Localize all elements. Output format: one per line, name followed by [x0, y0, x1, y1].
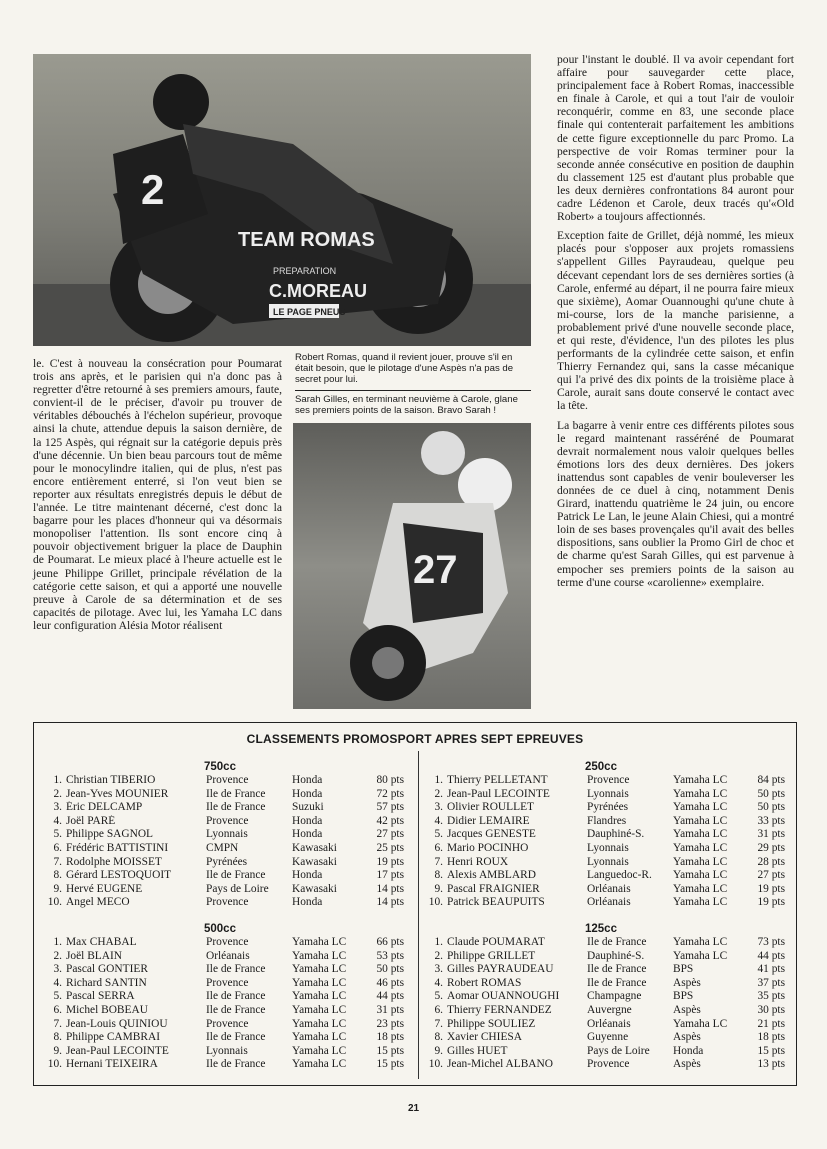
points: 14 pts — [376, 896, 404, 909]
paragraph: Exception faite de Grillet, déjà nommé, les mieux placés pour s'opposer aux projets romassiens s'appellent Gilles Payraudeau, quelque peu décevant cependant lors de ses dernières sorties (à Carole, enfermé au départ, il ne pourra faire mieux que sixième), Aomar Ouannoughi qu'une chute à mi-course, lors de la manche parisienne, a probablement privé d'une nouvelle seconde place, et qui reste, d'évidence, l'un des pilotes les plus performants de la cylindrée cette saison, et enfin Thierry Fernandez qui, sans la casse mécanique qui l'a privé des dix points de la troisième place à Carole, aurait sans doute conservé le contact avec la tête. — [557, 229, 794, 413]
make: Honda — [292, 774, 323, 786]
rider-name: Jean-Paul LECOINTE — [66, 1044, 169, 1057]
rank: 9. — [53, 1044, 62, 1057]
make: Yamaha LC — [673, 949, 728, 962]
points: 25 pts — [376, 841, 404, 854]
region: Orléanais — [587, 896, 631, 909]
points: 31 pts — [376, 1003, 404, 1016]
rider-name: Xavier CHIESA — [447, 1031, 522, 1044]
make: Honda — [292, 896, 323, 909]
make: Aspès — [673, 1003, 701, 1016]
table-row — [425, 883, 785, 897]
rider-name: Michel BOBEAU — [66, 1003, 148, 1016]
table-row — [44, 1018, 404, 1032]
table-row — [44, 1045, 404, 1059]
rank: 2. — [434, 787, 443, 800]
region: Ile de France — [206, 869, 266, 882]
table-row — [425, 896, 785, 910]
rank: 3. — [434, 801, 443, 814]
make: Yamaha LC — [673, 801, 728, 814]
table-row — [425, 815, 785, 829]
table-row — [44, 801, 404, 815]
rank: 5. — [434, 990, 443, 1003]
rank: 1. — [53, 936, 62, 948]
points: 17 pts — [376, 869, 404, 882]
rider-name: Joël BLAIN — [66, 949, 122, 962]
rank: 2. — [434, 949, 443, 962]
make: Yamaha LC — [673, 869, 728, 882]
fairing-text: TEAM ROMAS — [238, 229, 375, 251]
region: Lyonnais — [206, 1044, 248, 1057]
region: CMPN — [206, 841, 239, 854]
region: Provence — [206, 936, 249, 948]
points: 15 pts — [376, 1044, 404, 1057]
rider-name: Hervé EUGENE — [66, 882, 143, 895]
region: Ile de France — [206, 1031, 266, 1044]
sponsor-text: LE PAGE PNEUS — [273, 307, 346, 317]
make: Honda — [292, 814, 323, 827]
table-row — [425, 1031, 785, 1045]
region: Lyonnais — [587, 841, 629, 854]
make: Yamaha LC — [673, 855, 728, 868]
rank: 6. — [53, 1003, 62, 1016]
region: Provence — [206, 976, 249, 989]
rider-name: Thierry FERNANDEZ — [447, 1003, 552, 1016]
rider-name: Alexis AMBLARD — [447, 869, 536, 882]
rider-name: Jean-Michel ALBANO — [447, 1058, 553, 1071]
rider-name: Didier LEMAIRE — [447, 814, 530, 827]
make: Yamaha LC — [292, 1017, 347, 1030]
rank: 3. — [434, 963, 443, 976]
rank: 9. — [434, 1044, 443, 1057]
points: 33 pts — [757, 814, 785, 827]
category-title: 750cc — [204, 761, 236, 773]
paragraph: La bagarre à venir entre ces différents pilotes sous le regard maintenant rasséréné de Poumarat devrait normalement nous valoir quelques belles émotions lors des deux dernières. Des jokers inattendus sont capables de venir bouleverser les données de ce duel à cinq, notamment Denis Girard, inattendu quatrième le 24 juin, ou encore Patrick Le Lan, le jeune Alain Chiesi, qui a montré loin de ses bases provençales qu'il avait des belles dispositions, sans oublier la Promo Girl de choc et de charme qu'est Sarah Gilles, qui est parvenue à empocher ses premiers points de la saison au terme d'une course «carolienne» exemplaire. — [557, 418, 794, 589]
photo-romas — [33, 54, 531, 346]
region: Lyonnais — [206, 828, 248, 841]
points: 15 pts — [757, 1044, 785, 1057]
region: Pays de Loire — [206, 882, 269, 895]
region: Ile de France — [206, 1058, 266, 1071]
points: 72 pts — [376, 787, 404, 800]
table-row — [425, 1018, 785, 1032]
make: Honda — [673, 1044, 704, 1057]
rider-name: Angel MECO — [66, 896, 130, 909]
points: 15 pts — [376, 1058, 404, 1071]
table-row — [425, 856, 785, 870]
rank: 7. — [53, 855, 62, 868]
region: Auvergne — [587, 1003, 632, 1016]
make: Aspès — [673, 976, 701, 989]
caption-divider — [295, 390, 531, 391]
rider-name: Olivier ROULLET — [447, 801, 534, 814]
table-row — [425, 977, 785, 991]
make: Yamaha LC — [673, 814, 728, 827]
rank: 7. — [434, 855, 443, 868]
table-row — [425, 963, 785, 977]
table-row — [44, 977, 404, 991]
points: 13 pts — [757, 1058, 785, 1071]
make: Yamaha LC — [673, 841, 728, 854]
rider-name: Jean-Louis QUINIOU — [66, 1017, 168, 1030]
points: 35 pts — [757, 990, 785, 1003]
make: Suzuki — [292, 801, 324, 814]
rank: 2. — [53, 949, 62, 962]
rider-name: Mario POCINHO — [447, 841, 529, 854]
make: Honda — [292, 787, 323, 800]
region: Provence — [206, 1017, 249, 1030]
rank: 10. — [428, 896, 443, 909]
standings-750cc — [44, 761, 404, 910]
standings-125cc — [425, 923, 785, 1072]
table-row — [425, 842, 785, 856]
points: 53 pts — [376, 949, 404, 962]
make: Yamaha LC — [292, 1058, 347, 1071]
points: 19 pts — [757, 896, 785, 909]
rider-name: Philippe SOULIEZ — [447, 1017, 536, 1030]
table-row — [44, 774, 404, 788]
rider-name: Jean-Yves MOUNIER — [66, 787, 169, 800]
points: 84 pts — [757, 774, 785, 786]
region: Orléanais — [206, 949, 250, 962]
rider-name: Henri ROUX — [447, 855, 509, 868]
table-row — [44, 788, 404, 802]
rider-name: Claude POUMARAT — [447, 936, 545, 948]
make: Aspès — [673, 1031, 701, 1044]
region: Pays de Loire — [587, 1044, 650, 1057]
caption-romas: Robert Romas, quand il revient jouer, prouve s'il en était besoin, que le pilotage d'une Aspès n'a pas de secret pour lui. — [295, 352, 514, 385]
paragraph: pour l'instant le doublé. Il va avoir cependant fort affaire pour sauvegarder cette place, principalement face à Robert Romas, inaccessible en finale à Carole, et qui a tout l'air de vouloir reconquérir, comme en 83, une seconde place finale qui contenterait parfaitement les ambitions de cette figure exceptionnelle du parc Promo. La perspective de voir Romas terminer pour la seconde année consécutive en position de dauphin du classement 125 est d'autant plus probable que les deux dernières confrontations 84 auront pour cadre Lédenon et Carole, deux tracés qu'«Old Robert» a toujours affectionnés. — [557, 53, 794, 224]
make: Yamaha LC — [292, 990, 347, 1003]
standings-table — [33, 722, 797, 1086]
table-row — [44, 828, 404, 842]
rank: 4. — [53, 814, 62, 827]
table-row — [44, 1031, 404, 1045]
rider-name: Gilles PAYRAUDEAU — [447, 963, 554, 976]
bike-number: 2 — [141, 166, 165, 213]
make: Kawasaki — [292, 855, 337, 868]
points: 44 pts — [376, 990, 404, 1003]
make: Aspès — [673, 1058, 701, 1071]
points: 14 pts — [376, 882, 404, 895]
make: Yamaha LC — [292, 949, 347, 962]
points: 73 pts — [757, 936, 785, 948]
rank: 2. — [53, 787, 62, 800]
points: 27 pts — [757, 869, 785, 882]
region: Ile de France — [587, 963, 647, 976]
rider-name: Jean-Paul LECOINTE — [447, 787, 550, 800]
table-row — [44, 869, 404, 883]
make: Honda — [292, 828, 323, 841]
rider-name: Patrick BEAUPUITS — [447, 896, 545, 909]
region: Dauphiné-S. — [587, 949, 645, 962]
points: 50 pts — [757, 801, 785, 814]
rank: 8. — [434, 869, 443, 882]
points: 19 pts — [757, 882, 785, 895]
region: Provence — [206, 774, 249, 786]
points: 30 pts — [757, 1003, 785, 1016]
make: Yamaha LC — [292, 1044, 347, 1057]
make: Yamaha LC — [673, 828, 728, 841]
make: Yamaha LC — [673, 936, 728, 948]
region: Lyonnais — [587, 855, 629, 868]
rider-name: Gilles HUET — [447, 1044, 508, 1057]
rider-name: Frédéric BATTISTINI — [66, 841, 169, 854]
region: Champagne — [587, 990, 642, 1003]
points: 37 pts — [757, 976, 785, 989]
make: Yamaha LC — [673, 774, 728, 786]
prep-text: PREPARATION — [273, 266, 337, 276]
rank: 6. — [434, 841, 443, 854]
rank: 3. — [53, 801, 62, 814]
rider-name: Jacques GENESTE — [447, 828, 536, 841]
table-row — [425, 936, 785, 950]
points: 18 pts — [757, 1031, 785, 1044]
region: Provence — [587, 774, 630, 786]
rank: 10. — [47, 1058, 62, 1071]
region: Orléanais — [587, 1017, 631, 1030]
region: Flandres — [587, 814, 627, 827]
make: Yamaha LC — [292, 963, 347, 976]
rank: 8. — [434, 1031, 443, 1044]
rider-name: Pascal GONTIER — [66, 963, 148, 976]
points: 31 pts — [757, 828, 785, 841]
points: 23 pts — [376, 1017, 404, 1030]
table-row — [44, 950, 404, 964]
photo-gilles — [293, 423, 531, 709]
region: Orléanais — [587, 882, 631, 895]
category-title: 500cc — [204, 923, 236, 935]
make: Yamaha LC — [673, 882, 728, 895]
points: 28 pts — [757, 855, 785, 868]
rider-name: Pascal FRAIGNIER — [447, 882, 540, 895]
paragraph: le. C'est à nouveau la consécration pour Poumarat trois ans après, et le parisien qui n'a donc pas à regretter d'être retourné à ses premiers amours, faute, convient-il de le préciser, d'avoir pu trouver de véritables débouchés à l'échelon supérieur, provoque ainsi la chute, attendue depuis la saison dernière, de la 125 Aspès, qui régnait sur la catégorie depuis près d'une décennie. Un bien beau parcours tout de même pour le monocylindre italien, qui de plus, n'est pas encore entièrement enterré, si l'on veut bien se reporter aux résultats enregistrés depuis le début de l'année. Le titre maintenant décerné, c'est donc la bagarre pour les places d'honneur qui va désormais monopoliser l'attention. Ils sont encore cinq à pouvoir objectivement briguer la place de Dauphin de Poumarat. Le mieux placé à l'heure actuelle est le jeune Philippe Grillet, principale révélation de la catégorie cette saison, et qui a apporté une nouvelle preuve à Carole de sa détermination et de ses capacités de pilotage. Avec lui, les Yamaha LC dans leur configuration Alésia Motor réalisent — [33, 357, 282, 632]
rider-name: Pascal SERRA — [66, 990, 135, 1003]
points: 29 pts — [757, 841, 785, 854]
rank: 5. — [53, 990, 62, 1003]
table-row — [44, 936, 404, 950]
rider-name: Éric DELCAMP — [66, 801, 143, 814]
table-row — [425, 774, 785, 788]
points: 21 pts — [757, 1017, 785, 1030]
page-number: 21 — [407, 1103, 420, 1114]
rider-name: Thierry PELLETANT — [447, 774, 548, 786]
points: 46 pts — [376, 976, 404, 989]
table-row — [44, 990, 404, 1004]
rider-name: Gérard LESTOQUOIT — [66, 869, 172, 882]
make: Yamaha LC — [673, 787, 728, 800]
table-row — [44, 896, 404, 910]
rank: 1. — [434, 936, 443, 948]
points: 42 pts — [376, 814, 404, 827]
bike-number-27: 27 — [413, 548, 458, 592]
region: Languedoc-R. — [587, 869, 652, 882]
region: Ile de France — [587, 976, 647, 989]
rank: 10. — [47, 896, 62, 909]
rank: 7. — [434, 1017, 443, 1030]
rider-name: Robert ROMAS — [447, 976, 522, 989]
standings-500cc — [44, 923, 404, 1072]
table-row — [44, 1058, 404, 1072]
article-left-column — [33, 357, 282, 638]
table-row — [425, 990, 785, 1004]
caption-gilles: Sarah Gilles, en terminant neuvième à Carole, glane ses premiers points de la saison. Bravo Sarah ! — [295, 394, 518, 416]
rank: 6. — [434, 1003, 443, 1016]
table-row — [44, 963, 404, 977]
make: Kawasaki — [292, 841, 337, 854]
table-row — [44, 883, 404, 897]
region: Ile de France — [206, 963, 266, 976]
rider-name: Christian TIBERIO — [66, 774, 156, 786]
rank: 1. — [434, 774, 443, 786]
rider-name: Philippe GRILLET — [447, 949, 536, 962]
make: Yamaha LC — [292, 936, 347, 948]
rank: 4. — [53, 976, 62, 989]
table-row — [425, 828, 785, 842]
region: Ile de France — [206, 990, 266, 1003]
standings-title: CLASSEMENTS PROMOSPORT APRES SEPT EPREUVES — [246, 732, 584, 746]
table-row — [425, 950, 785, 964]
region: Dauphiné-S. — [587, 828, 645, 841]
points: 50 pts — [757, 787, 785, 800]
make: Yamaha LC — [292, 1003, 347, 1016]
rider-name: Philippe SAGNOL — [66, 828, 154, 841]
rank: 1. — [53, 774, 62, 786]
rank: 7. — [53, 1017, 62, 1030]
table-row — [425, 869, 785, 883]
rank: 9. — [53, 882, 62, 895]
region: Guyenne — [587, 1031, 629, 1044]
region: Lyonnais — [587, 787, 629, 800]
region: Ile de France — [206, 1003, 266, 1016]
region: Pyrénées — [587, 801, 629, 814]
region: Provence — [206, 814, 249, 827]
table-row — [425, 1045, 785, 1059]
article-right-column — [557, 53, 794, 595]
points: 57 pts — [376, 801, 404, 814]
rank: 8. — [53, 1031, 62, 1044]
rider-name: Joël PARÉ — [66, 814, 116, 827]
rank: 5. — [53, 828, 62, 841]
rank: 10. — [428, 1058, 443, 1071]
table-row — [425, 788, 785, 802]
make: BPS — [673, 990, 694, 1003]
rider-name: Philippe CAMBRAI — [66, 1031, 160, 1044]
rank: 4. — [434, 976, 443, 989]
table-row — [44, 856, 404, 870]
points: 66 pts — [376, 936, 404, 948]
region: Provence — [587, 1058, 630, 1071]
table-divider — [418, 751, 419, 1079]
rank: 8. — [53, 869, 62, 882]
rider-name: Rodolphe MOISSET — [66, 855, 162, 868]
rider-name: Hernani TEIXEIRA — [66, 1058, 158, 1071]
table-row — [425, 1058, 785, 1072]
make: Yamaha LC — [292, 1031, 347, 1044]
table-row — [425, 801, 785, 815]
category-title: 125cc — [585, 923, 617, 935]
make: Yamaha LC — [673, 896, 728, 909]
category-title: 250cc — [585, 761, 617, 773]
region: Ile de France — [206, 787, 266, 800]
standings-250cc — [425, 761, 785, 910]
points: 27 pts — [376, 828, 404, 841]
prep-name-text: C.MOREAU — [269, 281, 367, 301]
region: Pyrénées — [206, 855, 248, 868]
make: Kawasaki — [292, 882, 337, 895]
rider-name: Richard SANTIN — [66, 976, 147, 989]
table-row — [44, 842, 404, 856]
rider-name: Max CHABAL — [66, 936, 137, 948]
points: 80 pts — [376, 774, 404, 786]
table-row — [425, 1004, 785, 1018]
rank: 3. — [53, 963, 62, 976]
make: Yamaha LC — [292, 976, 347, 989]
make: BPS — [673, 963, 694, 976]
points: 44 pts — [757, 949, 785, 962]
table-row — [44, 1004, 404, 1018]
region: Ile de France — [206, 801, 266, 814]
table-row — [44, 815, 404, 829]
rank: 5. — [434, 828, 443, 841]
points: 19 pts — [376, 855, 404, 868]
rank: 6. — [53, 841, 62, 854]
rider-name: Aomar OUANNOUGHI — [447, 990, 560, 1003]
region: Provence — [206, 896, 249, 909]
make: Honda — [292, 869, 323, 882]
points: 41 pts — [757, 963, 785, 976]
points: 50 pts — [376, 963, 404, 976]
region: Ile de France — [587, 936, 647, 948]
make: Yamaha LC — [673, 1017, 728, 1030]
rank: 9. — [434, 882, 443, 895]
points: 18 pts — [376, 1031, 404, 1044]
rank: 4. — [434, 814, 443, 827]
